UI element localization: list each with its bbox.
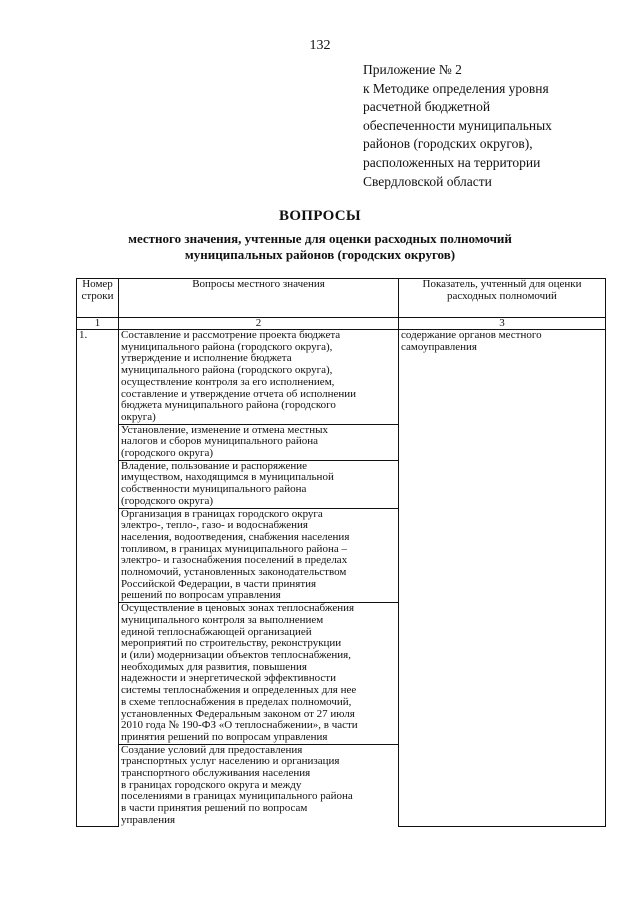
column-number: 2 xyxy=(119,318,399,330)
column-number: 1 xyxy=(77,318,119,330)
appendix-line: обеспеченности муниципальных xyxy=(363,117,552,133)
subtitle-line: местного значения, учтенные для оценки расходных полномочий xyxy=(128,231,512,246)
appendix-line: расчетной бюджетной xyxy=(363,99,491,115)
document-title: ВОПРОСЫ xyxy=(279,208,361,224)
appendix-line: Свердловской области xyxy=(363,173,492,189)
header-row-number: Номер строки xyxy=(77,279,119,318)
question-cell: Установление, изменение и отмена местных налогов и сборов муниципального района (городского округа) xyxy=(119,424,399,460)
question-cell: Осуществление в ценовых зонах теплоснабжения муниципального контроля за выполнением единой теплоснабжающей организацией мероприятий по строительству, реконструкции и (или) модернизации объектов теплоснабжения, необходимых для развития, повышения надежности и энергетической эффективности системы теплоснабжения и определенных для нее в схеме теплоснабжения в пределах полномочий, установленных Федеральным законом от 27 июля 2010 года № 190-ФЗ «О теплоснабжении», в части принятия решений по вопросам управления xyxy=(119,603,399,744)
appendix-line: к Методике определения уровня xyxy=(363,80,549,96)
page-number: 132 xyxy=(309,38,331,53)
appendix-line: Приложение № 2 xyxy=(363,62,462,77)
header-questions: Вопросы местного значения xyxy=(119,279,399,318)
header-indicator: Показатель, учтенный для оценки расходных полномочий xyxy=(399,279,606,318)
table-header-row xyxy=(77,279,606,318)
document-subtitle xyxy=(60,231,580,263)
subtitle-line: муниципальных районов (городских округов) xyxy=(184,247,456,262)
question-cell: Организация в границах городского округа электро-, тепло-, газо- и водоснабжения населения, водоотведения, снабжения населения топливом, в границах муниципального района – электро- и газоснабжения поселений в пределах полномочий, установленных законодательством Российской Федерации, в части принятия решений по вопросам управления xyxy=(119,508,399,603)
questions-table xyxy=(76,278,606,827)
table-row xyxy=(77,330,606,425)
question-cell: Создание условий для предоставления транспортных услуг населению и организация транспортного обслуживания населения в границах городского округа и между поселениями в границах муниципального района в части принятия решений по вопросам управления xyxy=(119,744,399,826)
column-numbers-row xyxy=(77,318,606,330)
appendix-line: расположенных на территории xyxy=(363,154,541,170)
indicator-cell: содержание органов местного самоуправления xyxy=(399,330,606,827)
appendix-line: районов (городских округов), xyxy=(363,136,533,152)
question-cell: Владение, пользование и распоряжение имуществом, находящимся в муниципальной собственности муниципального района (городского округа) xyxy=(119,460,399,508)
appendix-header xyxy=(363,61,633,191)
row-number: 1. xyxy=(77,330,119,827)
question-cell: Составление и рассмотрение проекта бюджета муниципального района (городского округа), утверждение и исполнение бюджета муниципального района (городского округа), осуществление контроля за его исполнением, составление и утверждение отчета об исполнении бюджета муниципального района (городского округа) xyxy=(119,330,399,425)
column-number: 3 xyxy=(399,318,606,330)
